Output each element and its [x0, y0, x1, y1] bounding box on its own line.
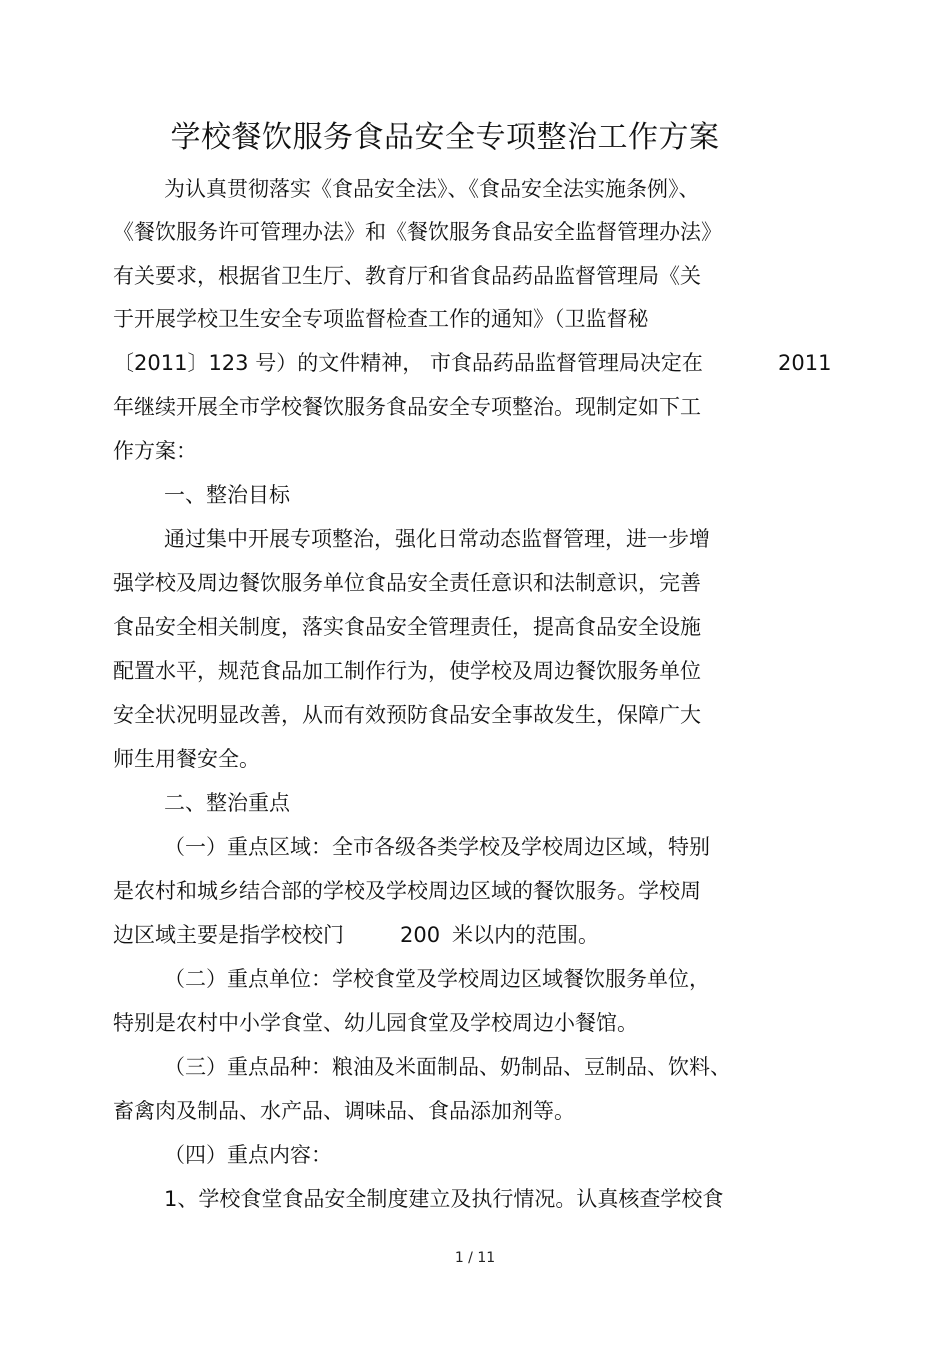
paragraph-line: 强学校及周边餐饮服务单位食品安全责任意识和法制意识，完善 — [113, 571, 701, 595]
paragraph-line: （一）重点区域：全市各级各类学校及学校周边区域，特别 — [164, 835, 710, 859]
section-heading: 二、整治重点 — [164, 791, 290, 815]
document-title: 学校餐饮服务食品安全专项整治工作方案 — [170, 120, 720, 155]
distance-value: 200 — [400, 923, 441, 947]
paragraph-line: （二）重点单位：学校食堂及学校周边区域餐饮服务单位， — [164, 967, 710, 991]
paragraph-line: 有关要求，根据省卫生厅、教育厅和省食品药品监督管理局《关 — [113, 264, 701, 288]
paragraph-line: 配置水平，规范食品加工制作行为，使学校及周边餐饮服务单位 — [113, 659, 701, 683]
paragraph-line: 特别是农村中小学食堂、幼儿园食堂及学校周边小餐馆。 — [113, 1011, 638, 1035]
paragraph-line: 年继续开展全市学校餐饮服务食品安全专项整治。现制定如下工 — [113, 395, 701, 419]
paragraph-line: 《餐饮服务许可管理办法》和《餐饮服务食品安全监督管理办法》 — [113, 220, 722, 244]
paragraph-line: （四）重点内容： — [164, 1143, 332, 1167]
paragraph-line: 食品安全相关制度，落实食品安全管理责任，提高食品安全设施 — [113, 615, 701, 639]
paragraph-line: 通过集中开展专项整治，强化日常动态监督管理，进一步增 — [164, 527, 710, 551]
year-value: 2011 — [778, 351, 832, 375]
paragraph-line: 安全状况明显改善，从而有效预防食品安全事故发生，保障广大 — [113, 703, 701, 727]
paragraph-line: 1、学校食堂食品安全制度建立及执行情况。认真核查学校食 — [164, 1187, 724, 1211]
paragraph-line: 于开展学校卫生安全专项监督检查工作的通知》（卫监督秘 — [113, 307, 649, 331]
page-number: 1 / 11 — [454, 1250, 496, 1266]
paragraph-line: 边区域主要是指学校校门 — [113, 923, 344, 947]
paragraph-line: 为认真贯彻落实《食品安全法》、《食品安全法实施条例》、 — [164, 177, 700, 201]
paragraph-line: （三）重点品种：粮油及米面制品、奶制品、豆制品、饮料、 — [164, 1055, 731, 1079]
paragraph-line: 〔2011〕123 号）的文件精神， 市食品药品监督管理局决定在 — [113, 351, 703, 375]
paragraph-line: 作方案： — [113, 439, 197, 463]
paragraph-line: 师生用餐安全。 — [113, 747, 260, 771]
paragraph-line: 畜禽肉及制品、水产品、调味品、食品添加剂等。 — [113, 1099, 575, 1123]
distance-suffix: 米以内的范围。 — [452, 923, 599, 947]
section-heading: 一、整治目标 — [164, 483, 290, 507]
paragraph-line: 是农村和城乡结合部的学校及学校周边区域的餐饮服务。学校周 — [113, 879, 701, 903]
